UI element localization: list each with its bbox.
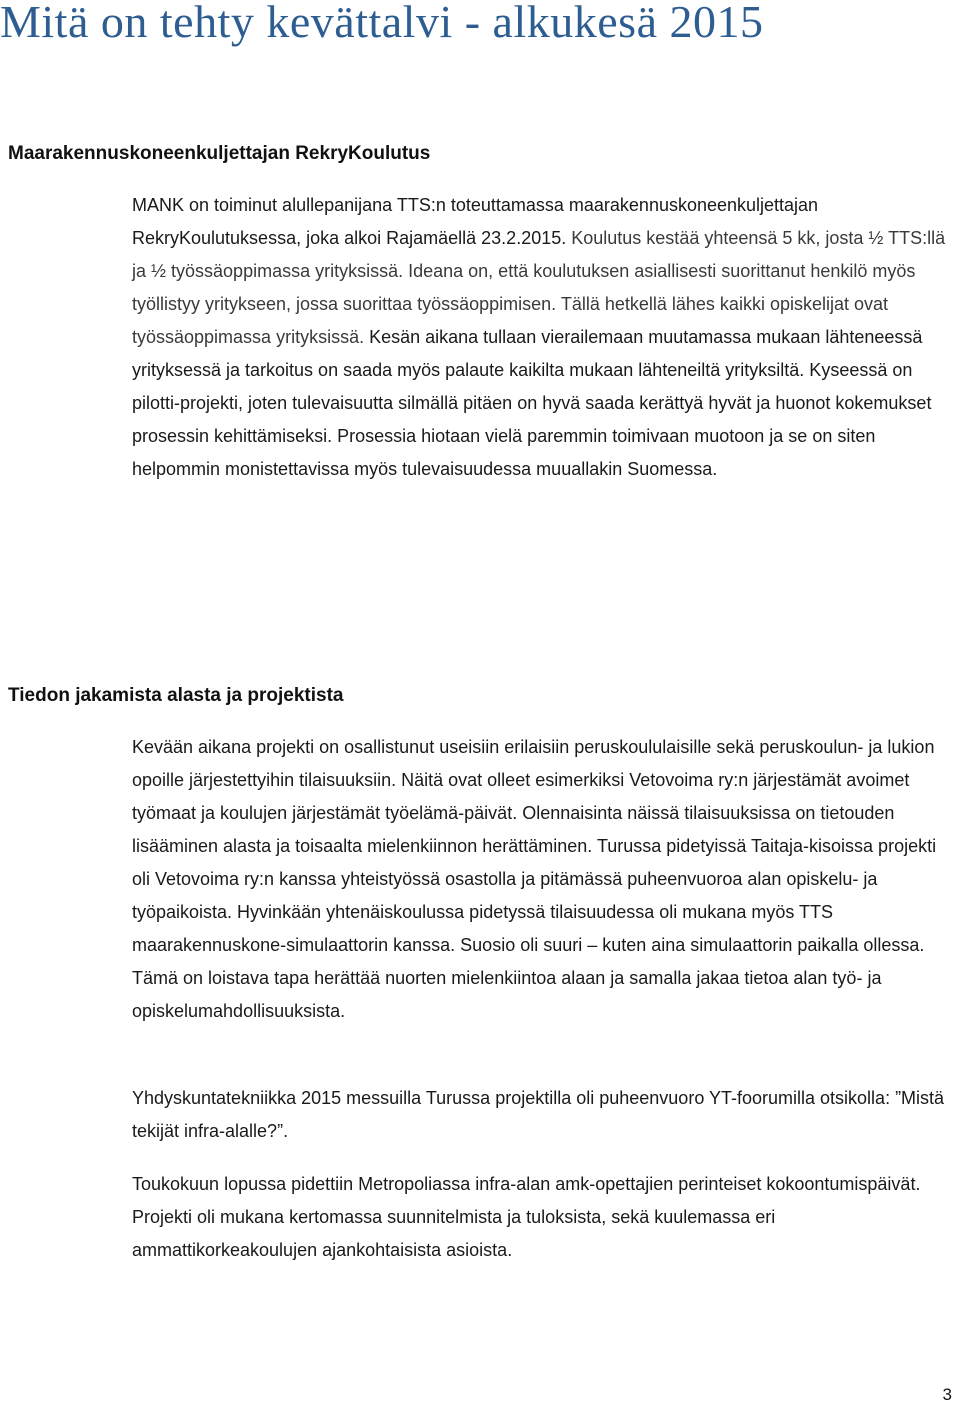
page-number: 3 [942, 1385, 952, 1404]
paragraph-tiedon-jakamista-2: Yhdyskuntatekniikka 2015 messuilla Turussa projektilla oli puheenvuoro YT-foorumilla otsikolla: ”Mistä tekijät infra-alalle?”. [132, 1088, 945, 1141]
paragraph-rekrykoulutus [132, 189, 950, 486]
paragraph-tiedon-jakamista-1: Kevään aikana projekti on osallistunut useisiin erilaisiin peruskoululaisille sekä peruskoulun- ja lukion opoille järjestettyihin tilaisuuksiin. Näitä ovat olleet esimerkiksi Vetovoima ry:n järjestämät avoimet työmaat ja koulujen järjestämät työelämä-päivät. Olennaisinta näissä tilaisuuksissa on tietouden lisääminen alasta ja toisaalta mielenkiinnon herättäminen. Turussa pidetyissä Taitaja-kisoissa projekti oli Vetovoima ry:n kanssa yhteistyössä osastolla ja pitämässä puheenvuoroa alan opiskelu- ja työpaikoista. Hyvinkään yhtenäiskoulussa pidetyssä tilaisuudessa oli mukana myös TTS maarakennuskone-simulaattorin kanssa. Suosio oli suuri – kuten aina simulaattorin paikalla ollessa. Tämä on loistava tapa herättää nuorten mielenkiintoa alaan ja samalla jakaa tietoa alan työ- ja opiskelumahdollisuuksista. [132, 737, 937, 1021]
paragraph-rekrykoulutus-intro: MANK on toiminut alullepanijana TTS:n toteuttamassa maarakennuskoneenkuljettajan RekryKoulutuksessa, joka alkoi Rajamäellä 23.2.2015. [132, 195, 819, 248]
section-heading-rekrykoulutus: Maarakennuskoneenkuljettajan RekryKoulutus [8, 143, 431, 164]
paragraph-rekrykoulutus-text-b: Kesän aikana tullaan vierailemaan muutamassa mukaan lähteneessä yrityksessä ja tarkoitus on saada myös palaute kaikilta mukaan lähteneiltä yrityksiltä. Kyseessä on pilotti-projekti, joten tulevaisuutta silmällä pitäen on hyvä saada kerättyä hyvät ja huonot kokemukset prosessin kehittämiseksi. Prosessia hiotaan vielä paremmin toimivaan muotoon ja se on siten helpommin monistettavissa myös tulevaisuudessa muuallakin Suomessa. [132, 327, 932, 479]
paragraph-tiedon-jakamista-3: Toukokuun lopussa pidettiin Metropoliassa infra-alan amk-opettajien perinteiset kokoontumispäivät. Projekti oli mukana kertomassa suunnitelmista ja tuloksista, sekä kuulemassa eri ammattikorkeakoulujen ajankohtaisista asioista. [132, 1174, 921, 1260]
page-title: Mitä on tehty kevättalvi - alkukesä 2015 [0, 0, 764, 47]
section-heading-tiedon-jakamista: Tiedon jakamista alasta ja projektista [8, 685, 344, 706]
paragraph-rekrykoulutus-text-a: Koulutus kestää yhteensä 5 kk, josta ½ TTS:llä ja ½ työssäoppimassa yrityksissä. Ideana on, että koulutuksen asiallisesti suorittanut henkilö myös työllistyy yritykseen, jossa suorittaa työssäoppimisen. Tällä hetkellä lähes kaikki opiskelijat ovat työssäoppimassa yrityksissä. [132, 228, 946, 347]
